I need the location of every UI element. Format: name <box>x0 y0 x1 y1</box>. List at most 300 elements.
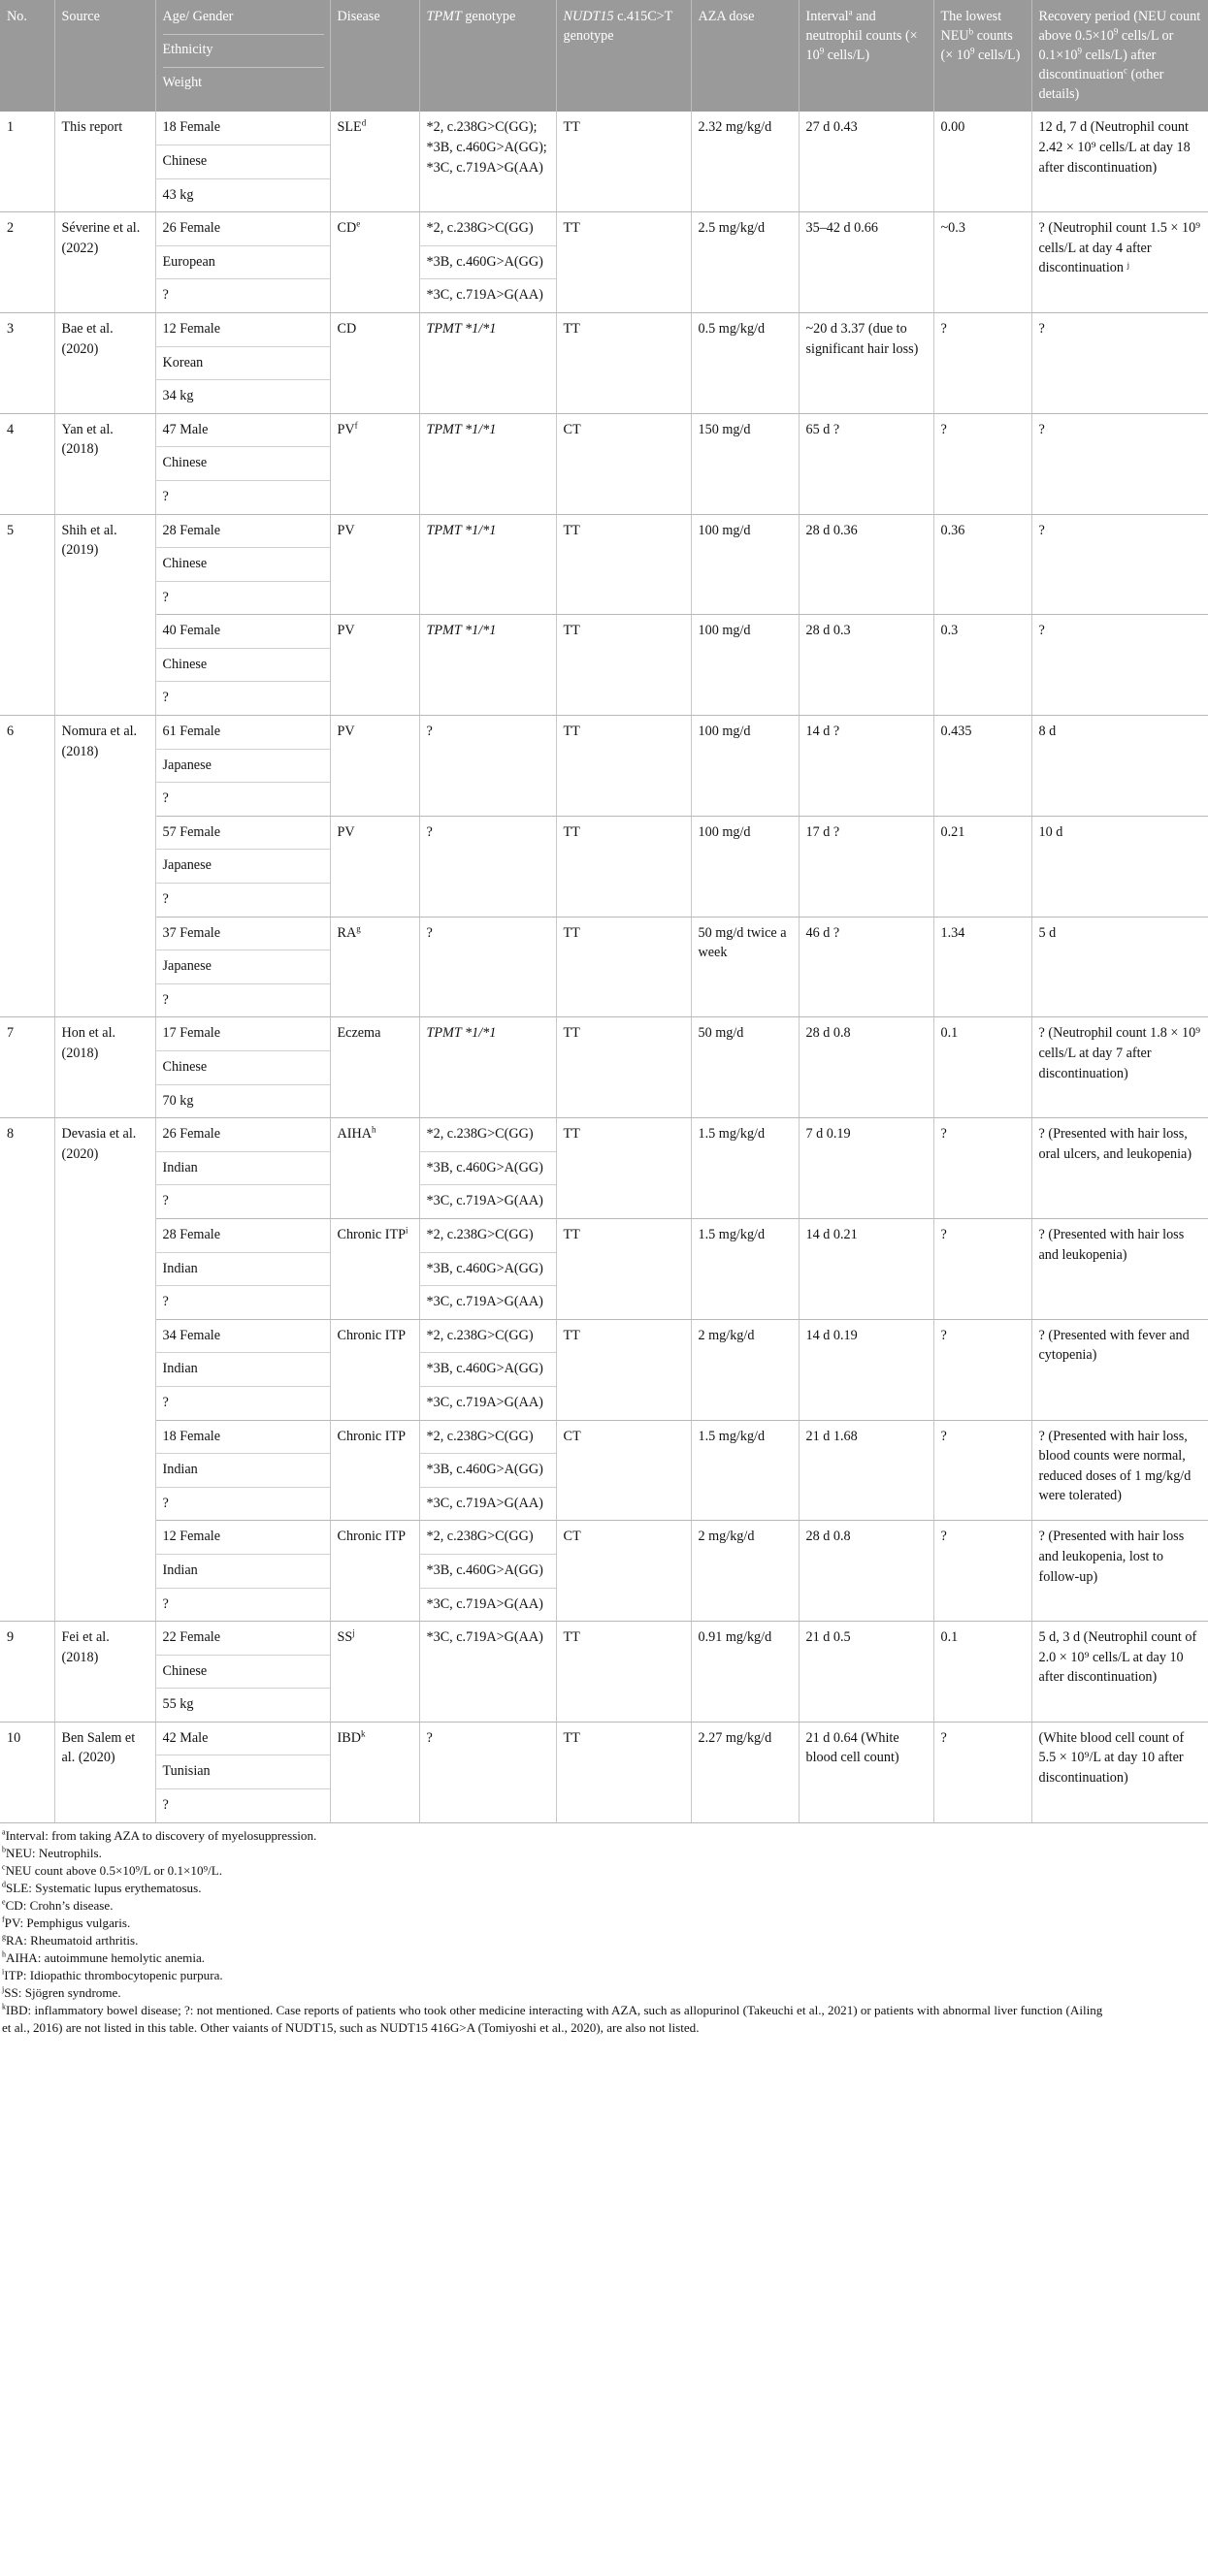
ethnicity-cell: European <box>156 246 330 280</box>
ethnicity-cell: Chinese <box>156 1051 330 1085</box>
footnote-mark: c <box>2 1862 6 1872</box>
recovery-cell: 8 d <box>1031 716 1208 817</box>
tpmt-genotype-cell <box>419 212 556 313</box>
recovery-cell: (White blood cell count of 5.5 × 10⁹/L at day 10 after discontinuation) <box>1031 1722 1208 1822</box>
recovery-cell: 12 d, 7 d (Neutrophil count 2.42 × 10⁹ cells/L at day 18 after discontinuation) <box>1031 112 1208 211</box>
disease-cell <box>330 1118 419 1219</box>
footnote <box>2 1915 1109 1932</box>
disease-name: Chronic ITP <box>337 1428 407 1444</box>
tpmt-variant: *3C, c.719A>G(AA) <box>426 1193 543 1209</box>
footnote <box>2 1827 1109 1845</box>
disease-footnote-mark: k <box>360 1728 366 1739</box>
tpmt-genotype-cell <box>419 1420 556 1521</box>
lowest-neu-cell: 0.36 <box>933 514 1031 615</box>
ethnicity-cell: Japanese <box>156 850 330 884</box>
aza-dose-cell: 0.91 mg/kg/d <box>691 1622 799 1723</box>
table-row <box>0 917 1208 1017</box>
tpmt-variant: *3C, c.719A>G(AA) <box>426 1294 543 1310</box>
interval-cell: 35–42 d 0.66 <box>799 212 933 313</box>
ethnicity-cell: Indian <box>156 1353 330 1387</box>
weight-cell: ? <box>162 1394 169 1410</box>
weight-cell: 70 kg <box>162 1092 194 1109</box>
nudt15-genotype-cell: TT <box>556 212 691 313</box>
patient-demographics <box>155 615 330 716</box>
tpmt-variant: *3B, c.460G>A(GG) <box>420 1555 556 1589</box>
table-row <box>0 1319 1208 1420</box>
weight-cell: ? <box>162 690 169 706</box>
recovery-cell: ? (Presented with hair loss and leukopenia) <box>1031 1218 1208 1319</box>
table-row <box>0 816 1208 917</box>
patient-demographics <box>155 1420 330 1521</box>
header-tpmt: TPMT genotype <box>419 0 556 112</box>
tpmt-variant: *2, c.238G>C(GG) <box>420 212 556 246</box>
aza-dose-cell: 100 mg/d <box>691 615 799 716</box>
footnote <box>2 1949 1109 1967</box>
tpmt-genotype-cell <box>419 514 556 615</box>
disease-footnote-mark: e <box>356 218 361 229</box>
recovery-cell: ? <box>1031 615 1208 716</box>
tpmt-genotype: TPMT *1/*1 <box>426 1025 497 1042</box>
footnotes <box>0 1823 1111 2038</box>
table-row <box>0 716 1208 817</box>
patient-demographics <box>155 514 330 615</box>
ethnicity-cell: Chinese <box>156 145 330 179</box>
patient-demographics <box>155 1319 330 1420</box>
nudt15-genotype-cell: TT <box>556 716 691 817</box>
tpmt-variant: *3B, c.460G>A(GG) <box>420 1454 556 1488</box>
case-number: 6 <box>0 716 54 1017</box>
header-aza-dose: AZA dose <box>691 0 799 112</box>
weight-cell: 34 kg <box>162 388 194 404</box>
case-source: Ben Salem et al. (2020) <box>54 1722 155 1822</box>
age-gender-cell: 47 Male <box>156 414 330 448</box>
aza-dose-cell: 2.5 mg/kg/d <box>691 212 799 313</box>
weight-cell: ? <box>162 589 169 605</box>
case-source: Devasia et al. (2020) <box>54 1118 155 1622</box>
disease-name: AIHA <box>337 1126 372 1143</box>
nudt15-genotype-cell: CT <box>556 1420 691 1521</box>
table-row <box>0 312 1208 413</box>
case-source: Yan et al. (2018) <box>54 413 155 514</box>
aza-dose-cell: 1.5 mg/kg/d <box>691 1118 799 1219</box>
aza-dose-cell: 0.5 mg/kg/d <box>691 312 799 413</box>
footnote-text: IBD: inflammatory bowel disease; ?: not mentioned. Case reports of patients who took other medicine interacting with AZA, such as allopurinol (Takeuchi et al., 2021) or patients with abnormal liver function (Ailing et al., 2016) are not listed in this table. Other vaiants of NUDT15, such as NUDT15 416G>A (Tomiyoshi et al., 2020), are also not listed. <box>2 2003 1103 2036</box>
tpmt-genotype-cell <box>419 615 556 716</box>
disease-cell <box>330 1420 419 1521</box>
tpmt-variant: *3B, c.460G>A(GG) <box>420 1353 556 1387</box>
footnote-text: CD: Crohn’s disease. <box>5 1897 114 1913</box>
ethnicity-cell: Indian <box>156 1454 330 1488</box>
tpmt-genotype-cell <box>419 413 556 514</box>
recovery-cell: 10 d <box>1031 816 1208 917</box>
disease-footnote-mark: i <box>406 1225 408 1236</box>
footnote <box>2 1967 1109 1984</box>
case-number: 7 <box>0 1017 54 1118</box>
age-gender-cell: 28 Female <box>156 515 330 549</box>
disease-name: Eczema <box>337 1025 381 1042</box>
aza-dose-cell: 50 mg/d twice a week <box>691 917 799 1017</box>
disease-name: CD <box>337 220 357 237</box>
tpmt-genotype-cell: ? <box>419 816 556 917</box>
footnote-mark: e <box>2 1897 6 1907</box>
disease-name: SLE <box>337 119 362 136</box>
disease-name: PV <box>337 724 355 740</box>
ethnicity-cell: Indian <box>156 1253 330 1287</box>
footnote-text: AIHA: autoimmune hemolytic anemia. <box>6 1950 206 1966</box>
interval-cell: 21 d 0.64 (White blood cell count) <box>799 1722 933 1822</box>
weight-cell: ? <box>162 1595 169 1612</box>
aza-dose-cell: 100 mg/d <box>691 816 799 917</box>
disease-cell <box>330 1722 419 1822</box>
weight-cell: ? <box>162 287 169 304</box>
lowest-neu-cell: ? <box>933 1319 1031 1420</box>
recovery-cell: ? (Neutrophil count 1.5 × 10⁹ cells/L at day 4 after discontinuation ʲ <box>1031 212 1208 313</box>
table-body <box>0 112 1208 1822</box>
disease-name: RA <box>337 924 357 941</box>
tpmt-variant: *3B, c.460G>A(GG) <box>420 1253 556 1287</box>
weight-cell: ? <box>162 991 169 1008</box>
age-gender-cell: 22 Female <box>156 1622 330 1656</box>
case-number: 10 <box>0 1722 54 1822</box>
aza-dose-cell: 2.32 mg/kg/d <box>691 112 799 211</box>
tpmt-variant: *2, c.238G>C(GG) <box>420 1521 556 1555</box>
ethnicity-cell: Japanese <box>156 750 330 784</box>
recovery-cell: ? <box>1031 312 1208 413</box>
age-gender-cell: 42 Male <box>156 1723 330 1756</box>
disease-name: Chronic ITP <box>337 1529 407 1545</box>
aza-dose-cell: 50 mg/d <box>691 1017 799 1118</box>
footnote <box>2 1862 1109 1880</box>
header-age-gender-ethnicity-weight <box>155 0 330 112</box>
disease-footnote-mark: f <box>354 419 358 430</box>
weight-cell: ? <box>162 1193 169 1209</box>
interval-cell: 17 d ? <box>799 816 933 917</box>
nudt15-genotype-cell: CT <box>556 413 691 514</box>
case-source: This report <box>54 112 155 211</box>
age-gender-cell: 57 Female <box>156 817 330 851</box>
tpmt-genotype-cell: ? <box>419 1722 556 1822</box>
footnote-mark: g <box>2 1932 6 1942</box>
footnote-text: SLE: Systematic lupus erythematosus. <box>6 1880 202 1895</box>
tpmt-genotype-cell: ? <box>419 917 556 1017</box>
footnote <box>2 1897 1109 1915</box>
aza-dose-cell: 100 mg/d <box>691 514 799 615</box>
tpmt-variant: *3B, c.460G>A(GG) <box>420 1152 556 1186</box>
footnote-text: SS: Sjögren syndrome. <box>4 1985 121 2001</box>
nudt15-genotype-cell: TT <box>556 1622 691 1723</box>
tpmt-genotype-cell <box>419 1521 556 1622</box>
disease-cell <box>330 615 419 716</box>
table-row <box>0 413 1208 514</box>
lowest-neu-cell: 0.435 <box>933 716 1031 817</box>
header-no: No. <box>0 0 54 112</box>
lowest-neu-cell: ~0.3 <box>933 212 1031 313</box>
table-header <box>0 0 1208 112</box>
case-source: Bae et al. (2020) <box>54 312 155 413</box>
case-number: 3 <box>0 312 54 413</box>
age-gender-cell: 26 Female <box>156 1118 330 1152</box>
patient-demographics <box>155 413 330 514</box>
recovery-cell: ? <box>1031 514 1208 615</box>
ethnicity-cell: Japanese <box>156 950 330 984</box>
lowest-neu-cell: ? <box>933 1118 1031 1219</box>
disease-name: Chronic ITP <box>337 1327 407 1343</box>
disease-name: PV <box>337 623 355 639</box>
ethnicity-cell: Korean <box>156 347 330 381</box>
interval-cell: 14 d 0.21 <box>799 1218 933 1319</box>
footnote-mark: a <box>2 1827 6 1837</box>
patient-demographics <box>155 1118 330 1219</box>
footnote-mark: f <box>2 1915 5 1924</box>
ethnicity-cell: Indian <box>156 1152 330 1186</box>
disease-cell <box>330 716 419 817</box>
disease-name: SS <box>337 1629 353 1646</box>
table-row <box>0 615 1208 716</box>
interval-cell: 27 d 0.43 <box>799 112 933 211</box>
header-lowest-neu: The lowest NEU$^b$ counts (× $10^9$ cells/L) <box>933 0 1031 112</box>
tpmt-genotype-cell: *3C, c.719A>G(AA) <box>419 1622 556 1723</box>
lowest-neu-cell: 0.1 <box>933 1017 1031 1118</box>
header-row <box>0 0 1208 112</box>
tpmt-genotype-cell <box>419 1118 556 1219</box>
case-number: 8 <box>0 1118 54 1622</box>
footnote <box>2 1932 1109 1949</box>
table-row <box>0 1017 1208 1118</box>
footnote-mark: i <box>2 1967 5 1977</box>
interval-cell: 28 d 0.8 <box>799 1521 933 1622</box>
disease-cell <box>330 1319 419 1420</box>
patient-demographics <box>155 1017 330 1118</box>
weight-cell: ? <box>162 488 169 504</box>
age-gender-cell: 40 Female <box>156 615 330 649</box>
age-gender-cell: 12 Female <box>156 1521 330 1555</box>
interval-cell: 28 d 0.36 <box>799 514 933 615</box>
header-disease: Disease <box>330 0 419 112</box>
header-ethnicity: Ethnicity <box>163 34 324 67</box>
footnote-mark: d <box>2 1880 6 1889</box>
table-row <box>0 1420 1208 1521</box>
nudt15-genotype-cell: TT <box>556 615 691 716</box>
header-source: Source <box>54 0 155 112</box>
disease-cell <box>330 1622 419 1723</box>
case-number: 9 <box>0 1622 54 1723</box>
weight-cell: ? <box>162 891 169 908</box>
patient-demographics <box>155 1622 330 1723</box>
interval-cell: 21 d 1.68 <box>799 1420 933 1521</box>
tpmt-genotype: TPMT *1/*1 <box>426 320 497 337</box>
tpmt-genotype: TPMT *1/*1 <box>426 522 497 538</box>
patient-demographics <box>155 212 330 313</box>
lowest-neu-cell: ? <box>933 1218 1031 1319</box>
lowest-neu-cell: ? <box>933 1722 1031 1822</box>
ethnicity-cell: Chinese <box>156 649 330 683</box>
table-row <box>0 212 1208 313</box>
interval-cell: 7 d 0.19 <box>799 1118 933 1219</box>
tpmt-variant: *2, c.238G>C(GG) <box>420 1219 556 1253</box>
age-gender-cell: 12 Female <box>156 313 330 347</box>
footnote-text: RA: Rheumatoid arthritis. <box>6 1933 139 1948</box>
patient-demographics <box>155 312 330 413</box>
age-gender-cell: 28 Female <box>156 1219 330 1253</box>
interval-cell: 14 d 0.19 <box>799 1319 933 1420</box>
weight-cell: ? <box>162 1294 169 1310</box>
footnote-mark: b <box>2 1845 6 1854</box>
disease-footnote-mark: j <box>352 1627 355 1638</box>
ethnicity-cell: Chinese <box>156 548 330 582</box>
disease-cell <box>330 917 419 1017</box>
aza-dose-cell: 1.5 mg/kg/d <box>691 1218 799 1319</box>
table-row <box>0 514 1208 615</box>
tpmt-variant: *2, c.238G>C(GG) <box>420 1421 556 1455</box>
disease-cell <box>330 112 419 211</box>
header-weight: Weight <box>163 67 324 100</box>
disease-name: PV <box>337 522 355 538</box>
lowest-neu-cell: ? <box>933 1420 1031 1521</box>
footnote-text: NEU: Neutrophils. <box>6 1845 102 1860</box>
interval-cell: 28 d 0.8 <box>799 1017 933 1118</box>
disease-name: PV <box>337 421 355 437</box>
case-source: Shih et al. (2019) <box>54 514 155 716</box>
case-number: 5 <box>0 514 54 716</box>
footnote-mark: h <box>2 1949 6 1959</box>
disease-cell <box>330 514 419 615</box>
nudt15-genotype-cell: CT <box>556 1521 691 1622</box>
table-row <box>0 1622 1208 1723</box>
lowest-neu-cell: ? <box>933 413 1031 514</box>
nudt15-genotype-cell: TT <box>556 1218 691 1319</box>
tpmt-genotype-cell <box>419 1319 556 1420</box>
footnote-mark: k <box>2 2002 6 2012</box>
tpmt-genotype-cell <box>419 312 556 413</box>
lowest-neu-cell: ? <box>933 312 1031 413</box>
disease-footnote-mark: g <box>356 922 361 933</box>
age-gender-cell: 18 Female <box>156 1421 330 1455</box>
disease-footnote-mark: h <box>371 1124 376 1135</box>
tpmt-variant: *3C, c.719A>G(AA) <box>426 287 543 304</box>
patient-demographics <box>155 917 330 1017</box>
table-row <box>0 1521 1208 1622</box>
footnote <box>2 1845 1109 1862</box>
interval-cell: 14 d ? <box>799 716 933 817</box>
nudt15-genotype-cell: TT <box>556 312 691 413</box>
ethnicity-cell: Indian <box>156 1555 330 1589</box>
footnote-text: NEU count above 0.5×10⁹/L or 0.1×10⁹/L. <box>5 1862 222 1878</box>
lowest-neu-cell: 0.1 <box>933 1622 1031 1723</box>
table-row <box>0 1118 1208 1219</box>
recovery-cell: ? (Neutrophil count 1.8 × 10⁹ cells/L at day 7 after discontinuation) <box>1031 1017 1208 1118</box>
footnote-text: ITP: Idiopathic thrombocytopenic purpura. <box>4 1968 223 1983</box>
tpmt-genotype-cell: ? <box>419 716 556 817</box>
tpmt-genotype-cell <box>419 1017 556 1118</box>
interval-cell: ~20 d 3.37 (due to significant hair loss) <box>799 312 933 413</box>
footnote-mark: j <box>2 1984 5 1994</box>
age-gender-cell: 18 Female <box>156 112 330 145</box>
age-gender-cell: 26 Female <box>156 212 330 246</box>
weight-cell: 43 kg <box>162 186 194 203</box>
aza-dose-cell: 1.5 mg/kg/d <box>691 1420 799 1521</box>
recovery-cell: ? (Presented with hair loss, blood counts were normal, reduced doses of 1 mg/kg/d were tolerated) <box>1031 1420 1208 1521</box>
aza-dose-cell: 2.27 mg/kg/d <box>691 1722 799 1822</box>
patient-demographics <box>155 716 330 817</box>
ethnicity-cell: Chinese <box>156 1656 330 1690</box>
tpmt-variant: *3C, c.719A>G(AA) <box>426 1495 543 1511</box>
table-row <box>0 1722 1208 1822</box>
disease-cell <box>330 816 419 917</box>
interval-cell: 28 d 0.3 <box>799 615 933 716</box>
aza-dose-cell: 150 mg/d <box>691 413 799 514</box>
footnote <box>2 1984 1109 2002</box>
tpmt-genotype: TPMT *1/*1 <box>426 421 497 437</box>
interval-cell: 46 d ? <box>799 917 933 1017</box>
ethnicity-cell: Chinese <box>156 447 330 481</box>
disease-cell <box>330 1218 419 1319</box>
case-source: Fei et al. (2018) <box>54 1622 155 1723</box>
footnote <box>2 1880 1109 1897</box>
recovery-cell: ? (Presented with hair loss, oral ulcers, and leukopenia) <box>1031 1118 1208 1219</box>
ethnicity-cell: Tunisian <box>156 1755 330 1789</box>
disease-name: PV <box>337 823 355 840</box>
nudt15-genotype-cell: TT <box>556 917 691 1017</box>
disease-cell <box>330 413 419 514</box>
disease-name: Chronic ITP <box>337 1226 407 1242</box>
interval-cell: 21 d 0.5 <box>799 1622 933 1723</box>
lowest-neu-cell: 0.21 <box>933 816 1031 917</box>
lowest-neu-cell: ? <box>933 1521 1031 1622</box>
disease-cell <box>330 312 419 413</box>
disease-footnote-mark: d <box>361 117 367 128</box>
recovery-cell: 5 d <box>1031 917 1208 1017</box>
aza-dose-cell: 2 mg/kg/d <box>691 1319 799 1420</box>
footnote-text: PV: Pemphigus vulgaris. <box>4 1915 131 1930</box>
case-number: 4 <box>0 413 54 514</box>
age-gender-cell: 34 Female <box>156 1320 330 1354</box>
header-age-gender: Age/ Gender <box>162 9 234 24</box>
disease-cell <box>330 1521 419 1622</box>
interval-cell: 65 d ? <box>799 413 933 514</box>
nudt15-genotype-cell: TT <box>556 1118 691 1219</box>
tpmt-genotype-cell: *2, c.238G>C(GG); *3B, c.460G>A(GG); *3C, c.719A>G(AA) <box>419 112 556 211</box>
lowest-neu-cell: 1.34 <box>933 917 1031 1017</box>
disease-name: CD <box>337 320 357 337</box>
lowest-neu-cell: 0.00 <box>933 112 1031 211</box>
patient-demographics <box>155 1521 330 1622</box>
recovery-cell: 5 d, 3 d (Neutrophil count of 2.0 × 10⁹ cells/L at day 10 after discontinuation) <box>1031 1622 1208 1723</box>
weight-cell: ? <box>162 1495 169 1511</box>
case-source: Hon et al. (2018) <box>54 1017 155 1118</box>
lowest-neu-cell: 0.3 <box>933 615 1031 716</box>
nudt15-genotype-cell: TT <box>556 1017 691 1118</box>
weight-cell: 55 kg <box>162 1696 194 1713</box>
age-gender-cell: 17 Female <box>156 1017 330 1051</box>
tpmt-genotype: TPMT *1/*1 <box>426 623 497 639</box>
age-gender-cell: 37 Female <box>156 918 330 951</box>
table-row <box>0 1218 1208 1319</box>
patient-demographics <box>155 1218 330 1319</box>
case-source: Nomura et al. (2018) <box>54 716 155 1017</box>
weight-cell: ? <box>162 790 169 807</box>
recovery-cell: ? <box>1031 413 1208 514</box>
nudt15-genotype-cell: TT <box>556 816 691 917</box>
case-number: 2 <box>0 212 54 313</box>
patient-demographics <box>155 112 330 211</box>
nudt15-genotype-cell: TT <box>556 1722 691 1822</box>
aza-dose-cell: 100 mg/d <box>691 716 799 817</box>
tpmt-variant: *3C, c.719A>G(AA) <box>426 1394 543 1410</box>
header-recovery: Recovery period (NEU count above $0.5\times 10^9$ cells/L or $0.1\times 10^9$ cells/L) after discontinuation$^c$ (other details) <box>1031 0 1208 112</box>
age-gender-cell: 61 Female <box>156 716 330 750</box>
tpmt-variant: *2, c.238G>C(GG) <box>420 1320 556 1354</box>
tpmt-genotype-cell <box>419 1218 556 1319</box>
